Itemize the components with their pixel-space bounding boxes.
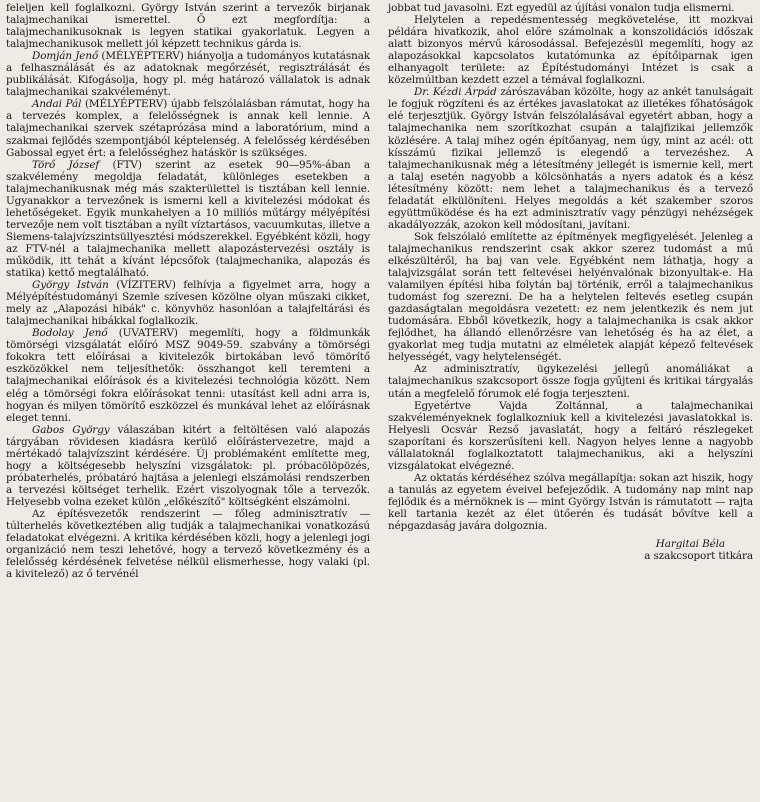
- paragraph: [6, 279, 370, 327]
- paragraph-text: (VÍZITERV) felhívja a figyelmet arra, hogy a Mélyépítéstudományi Szemle szívesen közölne olyan műszaki cikket, mely az „Alapozási hibák" c. könyvhöz hasonlóan a talajfeltárási és talajmechanikai hibákkal foglalkozik.: [6, 279, 370, 328]
- paragraph-text: Az oktatás kérdéséhez szólva megállapítja: sokan azt hiszik, hogy a tanulás az egyetem éveivel befejeződik. A tudomány nap mint nap fejlődik és a mérnöknek is — mint György István is rámutatott — rajta kell tartania kezét az élet ütőerén és tudását bővítve kell a népgazdaság javára dolgoznia.: [388, 471, 753, 533]
- paragraph: [388, 14, 753, 86]
- speaker-name: Gabos György: [32, 423, 110, 436]
- paragraph-text: feleljen kell foglalkozni. György István szerint a tervezők birjanak talajmechanikai ismerettel. Ő ezt megfordítja: a talajmechanikusoknak is legyen statikai gyakorlatuk. Legyen a talajmechanikusok mellett jól képzett technikus gárda is.: [6, 2, 370, 51]
- paragraph: [388, 400, 753, 472]
- paragraph: [6, 50, 370, 98]
- paragraph-text: (UVATERV) megemlíti, hogy a földmunkák tömörségi vizsgálatát előíró MSZ 9049-59. szabvány a tömörségi fokokra tett előírásai a kivitelezők birtokában levő tömörítő eszközökkel nem teljesíthetők: összhangot kell teremteni a talajmechanikai előírások és a kivitelezési technológia között. Nem elég a tömörségi fokra előírásokat tenni: utasítást kell adni arra is, hogyan és milyen tömörítő eszközzel és munkával lehet az előírásnak eleget tenni.: [6, 327, 370, 424]
- paragraph: [6, 424, 370, 508]
- speaker-name: Törő József: [32, 158, 100, 171]
- paragraph: [6, 2, 370, 50]
- paragraph: [388, 86, 753, 231]
- signature-block: [388, 538, 753, 562]
- speaker-name: Domján Jenő: [32, 50, 99, 63]
- paragraph: [388, 231, 753, 364]
- paragraph-text: Az adminisztratív, ügykezelési jellegű anomáliákat a talajmechanikus szakcsoport össze fogja gyűjteni és kritikai tárgyalás után a megfelelő fórumok elé fogja terjeszteni.: [388, 363, 753, 400]
- speaker-name: György István: [32, 279, 109, 292]
- signature-title: a szakcsoport titkára: [644, 550, 753, 563]
- paragraph-text: Helytelen a repedésmentesség megkövetelése, itt mozkvai példára hivatkozik, ahol előre számolnak a konszolidációs időszak alatt bizonyos mérvű károsodással. Befejezésül megemlíti, hogy az alapozásokkal kapcsolatos kutatómunka az építőiparnak igen elhanyagolt területe: az Építéstudományi Intézet is csak a közelmúltban kezdett ezzel a témával foglalkozni.: [388, 14, 753, 87]
- paragraph-text: (MÉLYÉPTERV) hiányolja a tudományos kutatásnak a felhasználását és az adatoknak megőrzését, regisztrálását és publikálását. Kifogásolja, hogy pl. még határozó vállalatok is adnak talajmechanikai szakvéleményt.: [6, 50, 371, 99]
- paragraph-text: jobbat tud javasolni. Ezt egyedül az újítási vonalon tudja elismerni.: [388, 2, 735, 14]
- paragraph: [6, 98, 370, 158]
- paragraph: [388, 472, 753, 532]
- left-column: [6, 2, 370, 580]
- paragraph: [388, 363, 753, 399]
- paragraph: [6, 508, 370, 580]
- paragraph-text: Az építésvezetők rendszerint — főleg adminisztratív — túlterhelés következtében alig tudják a talajmechanikai vonatkozású feladatokat elvégezni. A kritika kérdésében közli, hogy a jelenlegi jogi organizáció nem teszi lehetővé, hogy a tervező következmény és a felelősség kérdésének felvetése nélkül elismerhesse, hogy valaki (pl. a kivitelező) az ő tervénél: [6, 507, 370, 581]
- paragraph-text: válaszában kitért a feltöltésen való alapozás tárgyában rövidesen kiadásra kerülő előírástervezetre, majd a mértékadó talajvízszint kérdésére. Új problémaként említette meg, hogy a költségesebb helyszíni vizsgálatok: pl. próbacölöpözés, próbaterhelés, próbatáró hajtása a jelenlegi elszámolási rendszerben a tervezési költséget terhelik. Ezért viszolyognak tőle a tervezők. Helyesebb volna ezeket külön „előkészítő" költségként elszámolni.: [6, 423, 370, 508]
- paragraph-text: (FTV) szerint az esetek 90—95%-ában a szakvélemény megoldja feladatát, különleges esetekben a talajmechanikusnak még más szakterülettel is tisztában kell lennie. Ugyanakkor a tervezőnek is ismerni kell a kivitelezési módokat és lehetőségeket. Egyik munkahelyen a 10 milliós műtárgy mélyépítési tervezője nem volt tisztában a nyílt víztartásos, vacuumkutas, illetve a Siemens-talajvízszintsüllyesztési módszerekkel. Egyébként közli, hogy az FTV-nél a talajmechanika mellett alapozástervezési osztály is működik, itt tehát a kívánt lépcsőfok (talajmechanika, alapozás és statika) kettő megtalálható.: [6, 158, 371, 280]
- paragraph-text: Sok felszólaló említette az építmények megfigyelését. Jelenleg a talajmechanikus rendszerint csak akkor szerez tudomást a mű elkészültéről, ha baj van vele. Egyébként nem láthatja, hogy a talajvizsgálat során tett feltevései helyénvalónak bizonyultak-e. Ha valamilyen építési hiba folytán baj történik, erről a talajmechanikus tudomást fog szerezni. De ha a helytelen feltevés esetleg csupán gazdaságtalan megoldásra vezetett: ez nem jelentkezik és nem jut tudomására. Ebből következik, hogy a talajmechanika is csak akkor fejlődhet, ha állandó ellenőrzésre van lehetőség és ha az élet, a gyakorlat meg tudja mutatni az elméletek alapját képező feltevések helyességét, vagy helytelenségét.: [388, 230, 753, 364]
- paragraph: [388, 2, 753, 14]
- paragraph-text: zárószavában közölte, hogy az ankét tanulságait le fogjuk rögzíteni és az értékes javaslatokat az illetékes főhatóságok elé terjesztjük. György István felszólalásával egyetért abban, hogy a talajmechanika nem szorítkozhat csupán a talajfizikai jellemzők közlésére. A talaj mihez ogén építőanyag, nem úgy, mint az acél: ott kísszámú fizikai jellemző is elegendő a tervezéshez. A talajmechanikusnak még a létesítmény jellegét is ismernie kell, mert a talaj esetén nagyobb a kölcsönhatás a nyers adatok és a kész létesítmény között: nem lehet a talajmechanikus és a tervező feladatát elkülöníteni. Helyes megoldás a két szakember szoros együttműködése és ha ezt adminisztratív vagy pénzügyi nehézségek akadályozzák, azokon kell módosítani, javítani.: [388, 86, 753, 231]
- right-column: [388, 2, 753, 562]
- speaker-name: Dr. Kézdi Árpád: [414, 86, 497, 99]
- signature-name: Hargitai Béla: [655, 538, 725, 551]
- speaker-name: Andai Pál: [32, 98, 82, 111]
- speaker-name: Bodolay Jenő: [32, 327, 108, 340]
- paragraph-text: Egyetértve Vajda Zoltánnal, a talajmechanikai szakvéleményeknek foglalkozniuk kell a kivitelezési javaslatokkal is. Helyesli Ocsvár Rezső javaslatát, hogy a feltáró részlegeket szaporítani és korszerűsíteni kell. Nagyon helyes lenne a nagyobb vállalatoknál foglalkoztatott talajmechanikus, aki a helyszíni vizsgálatokat elvégezné.: [388, 399, 753, 472]
- paragraph-text: (MÉLYÉPTERV) újabb felszólalásban rámutat, hogy ha a tervezés komplex, a felelősségnek is annak kell lennie. A talajmechanikai szervek szétaprózása mind a laboratórium, mind a szakmai fejlődés szempontjából képtelenség. A felelősség kérdésében Gabossal egyet ért: a felelősséghez hatáskör is szükséges.: [6, 98, 370, 159]
- paragraph: [6, 327, 370, 423]
- paragraph: [6, 159, 370, 279]
